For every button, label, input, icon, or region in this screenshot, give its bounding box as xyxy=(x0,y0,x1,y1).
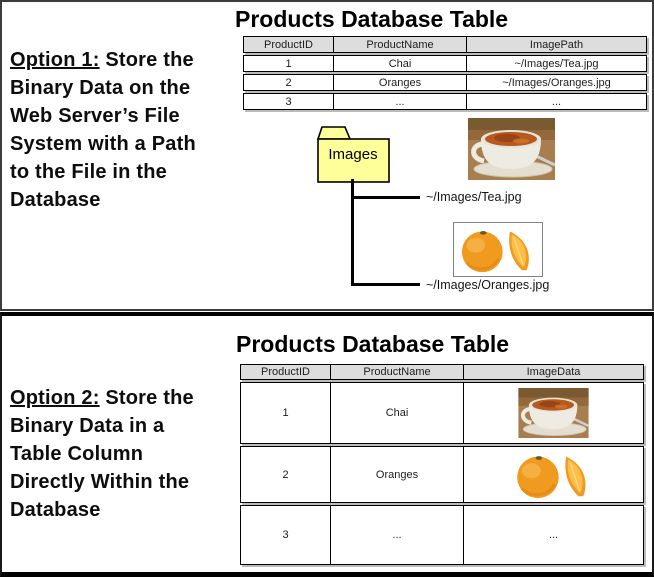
option1-line xyxy=(10,46,246,74)
table-row xyxy=(243,55,647,72)
products-table-imagedata xyxy=(240,364,646,567)
cell-product-name: ... xyxy=(333,94,467,109)
cell-image-data xyxy=(464,447,643,502)
column-header: ImagePath xyxy=(529,38,584,51)
oranges-photo xyxy=(453,222,543,277)
table1-title: Products Database Table xyxy=(235,6,509,32)
option2-line: Table Column xyxy=(10,443,144,465)
table-row xyxy=(243,74,647,91)
tea-photo xyxy=(468,118,555,180)
cell-product-id: 3 xyxy=(285,95,292,108)
option1-line: to the File in the xyxy=(10,161,167,183)
tree-branch-line xyxy=(351,196,420,199)
table2-title: Products Database Table xyxy=(236,331,510,357)
option1-heading xyxy=(10,46,246,214)
option2-line: Directly Within the xyxy=(10,471,190,493)
images-folder-icon xyxy=(316,122,392,184)
option1-line: Binary Data on the xyxy=(10,77,191,99)
cell-product-name: Chai xyxy=(330,383,464,443)
option1-line1-rest: Store the xyxy=(105,49,194,71)
option2-label: Option 2: xyxy=(10,387,100,409)
column-header: ProductID xyxy=(261,366,310,378)
tea-photo xyxy=(516,388,591,438)
column-header: ImageData xyxy=(526,366,581,378)
cell-product-name: Oranges xyxy=(330,447,464,502)
cell-image-data: ... xyxy=(548,529,559,541)
option2-panel xyxy=(0,312,654,577)
cell-product-name: Chai xyxy=(333,56,467,71)
cell-product-name: Oranges xyxy=(333,75,467,90)
table-row xyxy=(240,446,644,503)
cell-image-path: ~/Images/Tea.jpg xyxy=(514,57,599,70)
option2-line xyxy=(10,384,246,412)
cell-product-id: 3 xyxy=(282,529,289,541)
option1-line: Database xyxy=(10,189,101,211)
table-row xyxy=(240,505,644,565)
option2-line: Binary Data in a xyxy=(10,415,165,437)
table2-header-row xyxy=(240,364,644,380)
oranges-photo xyxy=(511,450,597,500)
cell-product-name: ... xyxy=(330,506,464,564)
folder-label: Images xyxy=(328,146,378,163)
table-row xyxy=(243,93,647,110)
column-header: ProductName xyxy=(330,365,464,379)
option1-label: Option 1: xyxy=(10,49,100,71)
cell-product-id: 2 xyxy=(285,76,292,89)
column-header: ProductName xyxy=(333,37,467,52)
tea-path-label: ~/Images/Tea.jpg xyxy=(426,190,522,204)
cell-product-id: 2 xyxy=(282,468,289,481)
products-table-imagepath xyxy=(243,36,649,112)
cell-image-data xyxy=(464,383,643,443)
cell-product-id: 1 xyxy=(282,407,289,419)
option1-line: System with a Path xyxy=(10,133,196,155)
cell-image-path: ... xyxy=(551,95,562,108)
cell-image-path: ~/Images/Oranges.jpg xyxy=(502,76,611,89)
column-header: ProductID xyxy=(264,38,313,51)
option1-line: Web Server’s File xyxy=(10,105,180,127)
option2-line: Database xyxy=(10,499,101,521)
tree-branch-line xyxy=(351,283,420,286)
oranges-path-label: ~/Images/Oranges.jpg xyxy=(426,278,550,292)
option2-heading xyxy=(10,384,246,524)
cell-product-id: 1 xyxy=(285,57,292,70)
option2-line1-rest: Store the xyxy=(105,387,194,409)
table1-header-row xyxy=(243,36,647,53)
table-row xyxy=(240,382,644,444)
